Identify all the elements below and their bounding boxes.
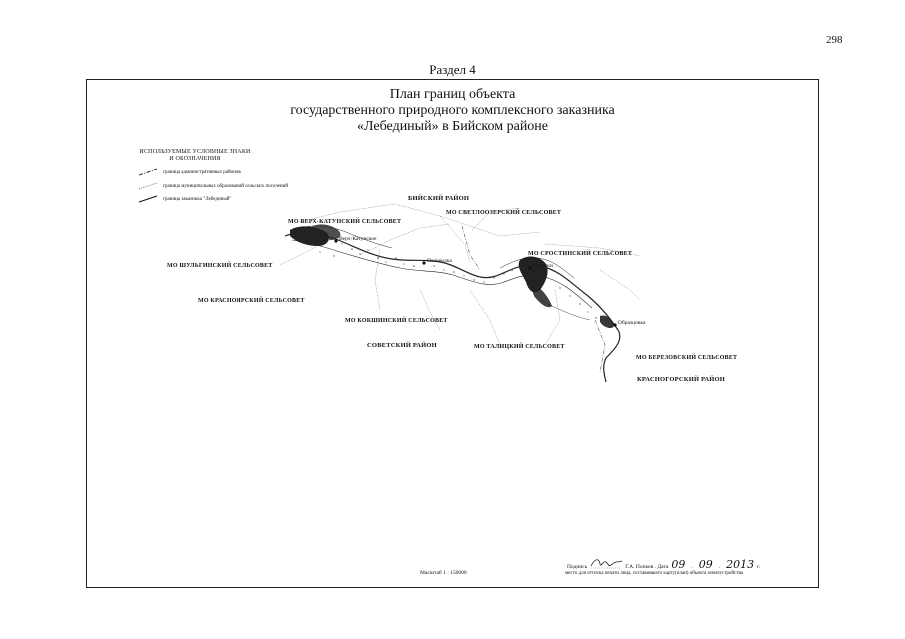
- settlement-obrazcovka: Образцовка: [618, 320, 646, 326]
- legend-label: граница муниципальных образований сельских поселений: [163, 183, 289, 189]
- label-shulginsky: МО ШУЛЬГИНСКИЙ СЕЛЬСОВЕТ: [167, 263, 273, 269]
- seal-caption: место для оттиска печати лица, составившего карту(план) объекта землеустройства: [565, 571, 744, 576]
- date-day: 09: [671, 558, 686, 571]
- label-krasnoyarsky: МО КРАСНОЯРСКИЙ СЕЛЬСОВЕТ: [198, 298, 305, 304]
- label-verkh-katunsky: МО ВЕРХ-КАТУНСКИЙ СЕЛЬСОВЕТ: [288, 219, 402, 225]
- river-katun: [285, 226, 620, 382]
- legend-label: граница заказника "Лебединый": [163, 196, 232, 202]
- label-sovetsky-district: СОВЕТСКИЙ РАЙОН: [367, 342, 437, 349]
- legend-heading-line-2: И ОБОЗНАЧЕНИЯ: [169, 156, 221, 162]
- obrazcovka-marker: [613, 323, 616, 326]
- page-number: 298: [826, 34, 843, 46]
- legend-heading-line-1: ИСПОЛЬЗУЕМЫЕ УСЛОВНЫЕ ЗНАКИ: [139, 149, 251, 155]
- date-month: 09: [698, 558, 713, 571]
- signature-prefix: Подпись: [567, 564, 588, 570]
- label-srostinsky: МО СРОСТИНСКИЙ СЕЛЬСОВЕТ: [528, 251, 633, 257]
- settlement-verkh-katunskoe: Верх-Катунское: [339, 236, 377, 242]
- label-svetloozersky: МО СВЕТЛООЗЕРСКИЙ СЕЛЬСОВЕТ: [446, 210, 562, 216]
- settlement-polevodka: Полеводка: [427, 258, 452, 264]
- label-krasnogorsky-district: КРАСНОГОРСКИЙ РАЙОН: [637, 376, 726, 383]
- srostki-marker: [528, 266, 532, 270]
- date-suffix: г.: [757, 564, 761, 570]
- polevodka-marker: [422, 261, 425, 264]
- label-kokshinsky: МО КОКШИНСКИЙ СЕЛЬСОВЕТ: [345, 318, 448, 324]
- municipal-boundaries: [280, 204, 640, 345]
- title-line-2: государственного природного комплексного заказника: [290, 103, 615, 118]
- map-scale: Масштаб 1 : 150000: [420, 570, 467, 576]
- title-line-1: План границ объекта: [389, 87, 516, 102]
- label-berezovsky: МО БЕРЕЗОВСКИЙ СЕЛЬСОВЕТ: [636, 355, 738, 361]
- label-talitsky: МО ТАЛИЦКИЙ СЕЛЬСОВЕТ: [474, 344, 565, 350]
- date-year: 2013: [726, 558, 755, 571]
- title-line-3: «Лебединый» в Бийском районе: [356, 119, 549, 134]
- signature-block: Подпись Г.А. Попков . Дата 09 . 09 . 2013 г.: [567, 558, 761, 571]
- settlement-srostki: Сростки: [533, 263, 553, 269]
- verkh-katunskoe-marker: [334, 239, 337, 242]
- section-label: Раздел 4: [429, 62, 476, 77]
- district-boundaries: [462, 226, 605, 372]
- handwritten-signature: [589, 556, 623, 570]
- label-biysk-district: БИЙСКИЙ РАЙОН: [408, 195, 470, 202]
- signer-name: Г.А. Попков . Дата: [625, 564, 669, 570]
- legend-label: граница административных районов: [163, 169, 241, 175]
